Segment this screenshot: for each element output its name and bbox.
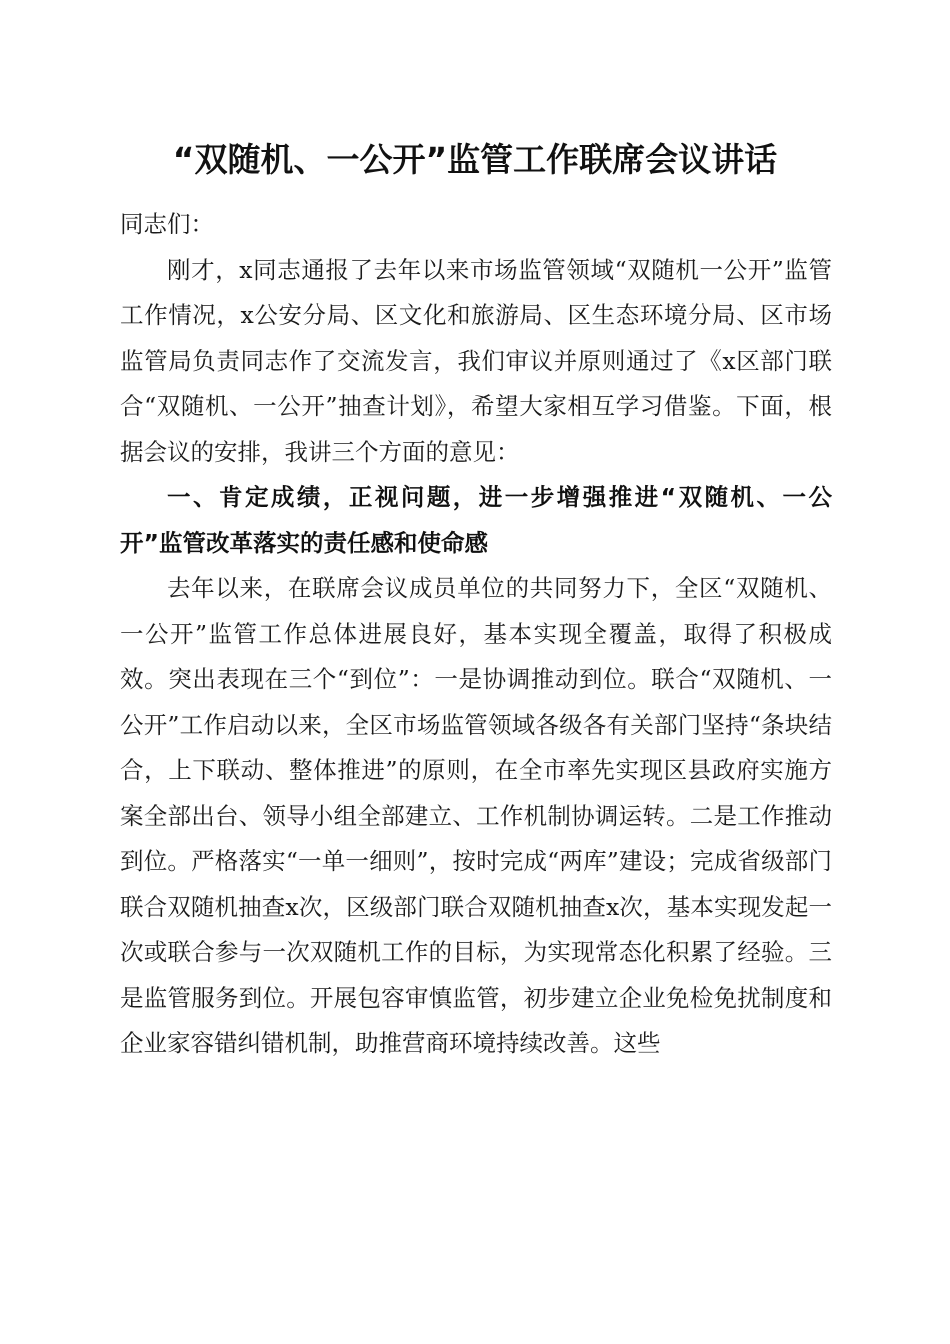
salutation: 同志们： [120, 210, 214, 238]
section-heading: 一、肯定成绩，正视问题，进一步增强推进“双随机、一公开”监管改革落实的责任感和使命感 [120, 483, 832, 557]
section-paragraph: 去年以来，在联席会议成员单位的共同努力下，全区“双随机、一公开”监管工作总体进展良好，基本实现全覆盖，取得了积极成效。突出表现在三个“到位”：一是协调推动到位。联合“双随机、一公开”工作启动以来，全区市场监管领域各级各有关部门坚持“条块结合，上下联动、整体推进”的原则，在全市率先实现区县政府实施方案全部出台、领导小组全部建立、工作机制协调运转。二是工作推动到位。严格落实“一单一细则”，按时完成“两库”建设；完成省级部门联合双随机抽查x次，区级部门联合双随机抽查x次，基本实现发起一次或联合参与一次双随机工作的目标，为实现常态化积累了经验。三是监管服务到位。开展包容审慎监管，初步建立企业免检免扰制度和企业家容错纠错机制，助推营商环境持续改善。这些 [120, 574, 832, 1057]
document-title: “双随机、一公开”监管工作联席会议讲话 [172, 140, 778, 179]
intro-paragraph: 刚才，x同志通报了去年以来市场监管领域“双随机一公开”监管工作情况，x公安分局、区文化和旅游局、区生态环境分局、区市场监管局负责同志作了交流发言，我们审议并原则通过了《x区部门联合“双随机、一公开”抽查计划》，希望大家相互学习借鉴。下面，根据会议的安排，我讲三个方面的意见： [120, 255, 832, 466]
document-body [120, 202, 832, 1067]
